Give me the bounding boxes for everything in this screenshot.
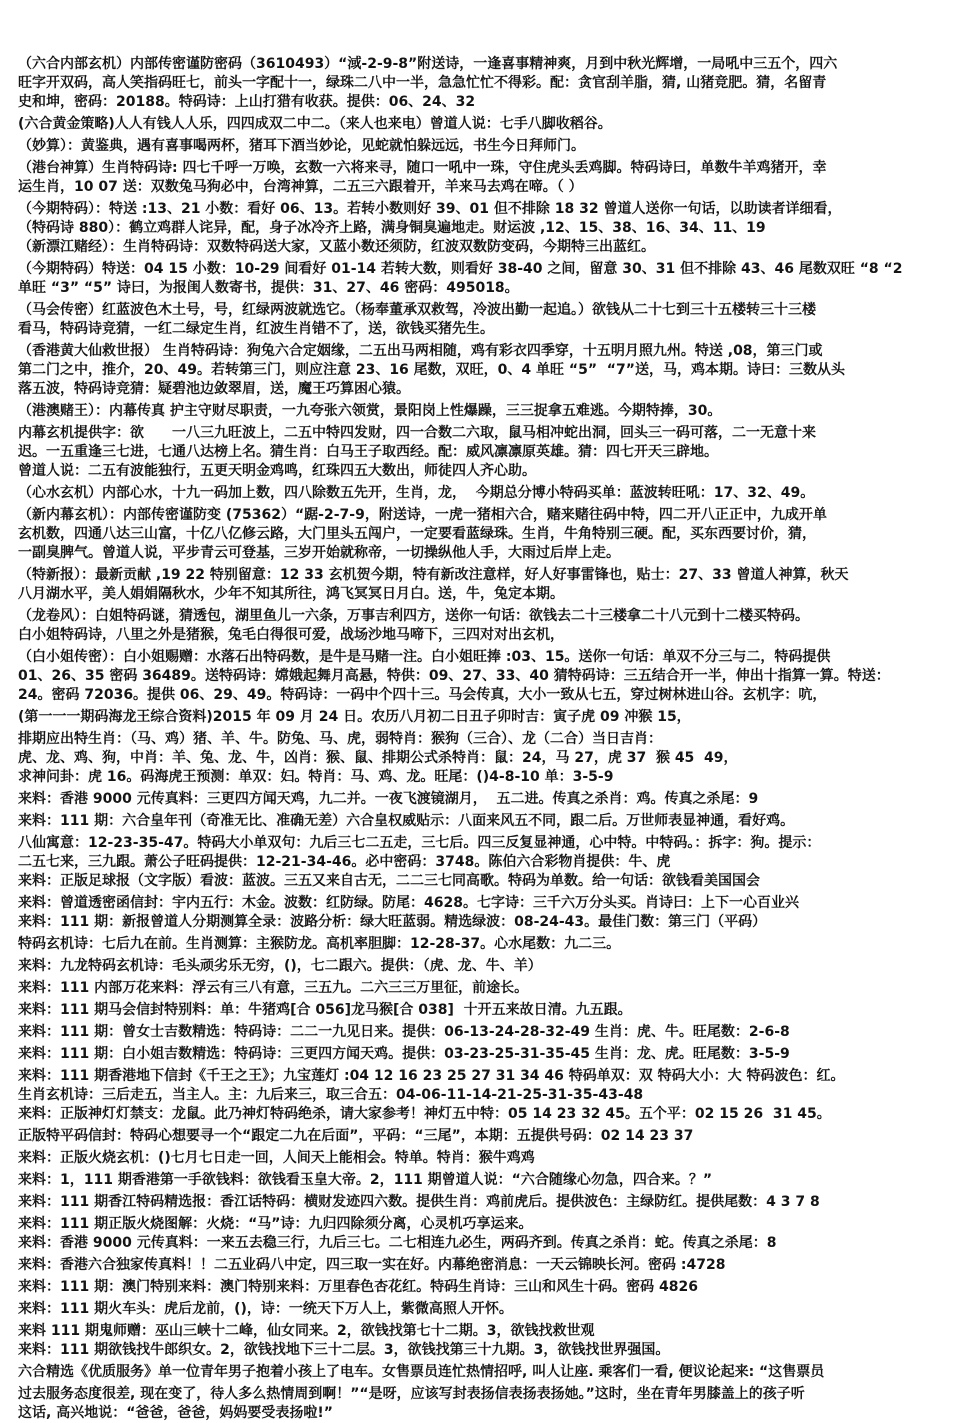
document-text-block — [18, 55, 954, 1423]
text-line: 来料：111 期马会信封特别料：单：牛猪鸡[合 056]龙马猴[合 038] 十开五来故日清。九五跟。 — [18, 1002, 632, 1018]
text-line: （妙算）：黄鉴典，遇有喜事喝两杯，猪耳下酒当妙论，见蛇就怕躲远远，书生今日拜师门。 — [18, 138, 585, 154]
text-line: （白小姐传密）：白小姐赐赠：水落石出特码数，是牛是马赌一注。白小姐旺捧 :03、15。送你一句话：单双不分三与二，特码提供 — [18, 649, 831, 665]
text-line: （今期特码）特送：04 15 小数：10-29 间看好 01-14 若转大数，则看好 38-40 之间，留意 30、31 但不排除 43、46 尾数双旺 “8 “2 — [18, 261, 903, 277]
text-line: 旺字开双码，高人笑指码旺七，前头一字配十一，绿珠二八中一半，急急忙忙不得彩。配：贪官刮羊脂，猜, 山猪竞肥。猜，名留青 — [18, 75, 827, 91]
text-line: 来料：111 期火车头：虎后龙前，()，诗：一统天下万人上，紫微高照人开怀。 — [18, 1301, 513, 1317]
text-line: （马会传密）红蓝波色木土号，号，红绿两波就选它。（杨奉董承双救驾，冷波出勤一起追。）欲钱从二十七到三十五楼转三十三楼 — [18, 302, 816, 318]
text-line: 来料：111 期香江特码精选报：香江话特码：横财发迹四六数。提供生肖：鸡前虎后。提供波色：主绿防红。提供尾数：4 3 7 8 — [18, 1194, 820, 1210]
text-line: 曾道人说：二五有波能独行，五更天明金鸡鸣，红珠四五大数出，师徒四人齐心助。 — [18, 463, 536, 479]
text-line: （六合内部玄机）内部传密谨防密码（3610493）“淢-2-9-8”附送诗，一逢喜事精神爽，月到中秋光辉增，一局吼中三五个，四六 — [18, 56, 838, 72]
text-line: 过去服务态度很差, 现在变了，待人多么热情周到啊！”“是呀，应该写封表扬信表扬表扬她。”这时，坐在青年男膝盖上的孩子听 — [18, 1386, 805, 1402]
text-line: 白小姐特码诗，八里之外是猪猴，兔毛白得很可爱，战场沙地马啼下，三四对对出玄机， — [18, 627, 564, 643]
text-line: 迟。一五重逢三七进，七通八达榜上名。猜生肖：白马王子取西经。配：威风凛凛原英雄。猜：四七开天三辟地。 — [18, 444, 718, 460]
text-line: (第一一一期码海龙王综合资料)2015 年 09 月 24 日。农历八月初二日丑子卯时吉：寅子虎 09 冲猴 15， — [18, 709, 691, 725]
text-line: (六合黄金策略)人人有钱人人乐，四四成双二中二。（来人也来电）曾道人说：七手八脚收稻谷。 — [18, 116, 612, 132]
text-line: 排期应出特生肖：（马、鸡）猪、羊、牛。防兔、马、虎，弱特肖：猴狗（三合）、龙（二合）当日吉肖： — [18, 731, 662, 747]
text-line: （港澳赌王）：内幕传真 护主守财尽职责，一九夸张六领赏，景阳岗上性爆躁，三三捉拿五难逃。今期特捧，30。 — [18, 403, 722, 419]
text-line: 二五七来，三九跟。萧公子旺码提供：12-21-34-46。必中密码：3748。陈伯六合彩物肖提供：牛、虎 — [18, 854, 671, 870]
text-line: 一副臭脾气。曾道人说，平步青云可登基，三岁开始就称帝，一切操纵他人手，大雨过后岸上走。 — [18, 545, 620, 561]
text-line: （心水玄机）内部心水，十九一码加上数，四八除数五先开，生肖，龙， 今期总分博小特码买单：蓝波转旺吼：17、32、49。 — [18, 485, 815, 501]
text-line: （新漂江赌经）：生肖特码诗：双数特码送大家，又蓝小数还须防，红波双数防变码，今期特三出蓝红。 — [18, 239, 655, 255]
text-line: 看马，特码诗竞猜，一红二绿定生肖，红波生肖错不了，送，欲钱买猪先生。 — [18, 321, 494, 337]
text-line: 来料：111 期欲钱找牛郎织女。2，欲钱找地下三十二层。3，欲钱找第三十九期。3，欲钱找世界强国。 — [18, 1342, 670, 1358]
text-line: 来料：九龙特码玄机诗：毛头顽劣乐无穷，()，七二跟六。提供：（虎、龙、牛、羊） — [18, 958, 542, 974]
text-line: （龙卷风）：白姐特码谜，猜透包，湖里鱼儿一六条，万事吉利四方，送你一句话：欲钱去二十三楼拿二十八元到十二楼买特码。 — [18, 608, 809, 624]
text-line: 单旺 “3” “5” 诗曰，为报闺人数寄书，提供：31、27、46 密码：495018。 — [18, 280, 519, 296]
text-line: 第二门之中，推介，20、49。若转第三门，则应注意 23、16 尾数，双旺，0、4 单旺 “5” “7”送，马，鸡本期。诗曰：三数从头 — [18, 362, 845, 378]
text-line: 来料：111 期：澳门特别来料：澳门特别来料：万里春色杏花红。特码生肖诗：三山和风生十码。密码 4826 — [18, 1279, 698, 1295]
text-line: 来料：香港六合独家传真料！！二五业码八中定，四三取一实在好。内幕绝密消息：一天云锦映长河。密码 :4728 — [18, 1257, 726, 1273]
text-line: （香港黄大仙救世报） 生肖特码诗：狗兔六合定姻缘，二五出马两相随，鸡有彩衣四季穿，十五明月照九州。特送 ,08，第三门或 — [18, 343, 823, 359]
text-line: （特码诗 880）：鹤立鸡群人诧异，配，身子冰冷齐上路，满身铜臭遍地走。财运波 ,12、15、38、16、34、11、19 — [18, 220, 766, 236]
text-line: 来料：111 期香港地下信封《千王之王》；九宝莲灯 :04 12 16 23 25 27 31 34 46 特码单双：双 特码大小：大 特码波色：红。 — [18, 1068, 845, 1084]
text-line: （新内幕玄机）：内部传密谨防变 (75362）“踞-2-7-9，附送诗，一虎一猪相六合，赌来赌往码中特，四二开八正正中，九成开单 — [18, 507, 827, 523]
text-line: 01、26、35 密码 36489。送特码诗：嫦娥起舞月高悬，特供：09、27、33、40 猜特码诗：三五结合开一半，伸出十指算一算。特送： — [18, 668, 890, 684]
text-line: 来料：111 期：白小姐吉数精选：特码诗：三更四方闻天鸡。提供：03-23-25-31-35-45 生肖：龙、虎。旺尾数：3-5-9 — [18, 1046, 790, 1062]
text-line: 来料：正版足球报（文字版）看波：蓝波。三五又来自古无，二二三七同高歌。特码为单数。给一句话：欲钱看美国国会 — [18, 873, 760, 889]
text-line: 24。密码 72036。提供 06、29、49。特码诗：一码中个四十三。马会传真，大小一致从七五，穿过树林进山谷。玄机字：吭， — [18, 687, 827, 703]
text-line: 生肖玄机诗：三后走五，当主人。主：九后来三，取三合五：04-06-11-14-21-25-31-35-43-48 — [18, 1087, 644, 1103]
text-line: 来料：111 期：新报曾道人分期测算全录：波路分析：绿大旺蓝弱。精选绿波：08-24-43。最佳门数：第三门（平码） — [18, 914, 767, 930]
text-line: 正版特平码信封：特码心想要寻一个“跟定二九在后面”，平码：“三尾”，本期：五提供号码：02 14 23 37 — [18, 1128, 694, 1144]
text-line: 来料：111 期：六合皇年刊（奇准无比、准确无差）六合皇权威贴示：八面来风五不同，跟二后。万世师表显神通，看好鸡。 — [18, 813, 795, 829]
text-line: 来料：111 期正版火烧图解：火烧：“马”诗：九归四除须分离，心灵机巧享运来。 — [18, 1216, 533, 1232]
text-line: 八仙寓意：12-23-35-47。特码大小单双句：九后三七二五走，三七后。四三反复显神通，心中特。中特码。：拆字：狗。提示： — [18, 835, 821, 851]
text-line: 六合精选《优质服务》单一位青年男子抱着小孩上了电车。女售票员连忙热情招呼, 叫人让座. 乘客们一看, 便议论起来: “这售票员 — [18, 1364, 825, 1380]
text-line: 虎、龙、鸡、狗，中肖：羊、兔、龙、牛，凶肖：猴、鼠、排期公式杀特肖：鼠：24，马 27，虎 37 猴 45 49， — [18, 750, 738, 766]
text-line: 来料：正版火烧玄机：()七月七日走一回，人间天上能相会。特单。特肖：猴牛鸡鸡 — [18, 1150, 535, 1166]
text-line: 来料：曾道透密函信封：宇内五行：木金。波数：红防绿。防尾：4628。七字诗：三千六万分头买。肖诗曰：上下一心百业兴 — [18, 895, 799, 911]
text-line: 这话, 高兴地说：“爸爸，爸爸，妈妈要受表扬啦!” — [18, 1405, 333, 1421]
text-line: 八月湖水平，美人娟娟隔秋水，少年不知其所往，鸿飞冥冥日月白。送，牛，兔定本期。 — [18, 586, 564, 602]
text-line: 来料：111 期：曾女士吉数精选：特码诗：二二一九见日来。提供：06-13-24-28-32-49 生肖：虎、牛。旺尾数：2-6-8 — [18, 1024, 790, 1040]
text-line: 来料：香港 9000 元传真料：三更四方闻天鸡，九二并。一夜飞渡镜湖月， 五二进。传真之杀肖：鸡。传真之杀尾：9 — [18, 791, 759, 807]
text-line: 来料 111 期鬼师赠：巫山三峡十二峰，仙女同来。2，欲钱找第七十二期。3，欲钱找救世观 — [18, 1323, 595, 1339]
text-line: 来料：正版神灯灯禁支：龙鼠。此乃神灯特码绝杀，请大家参考！神灯五中特：05 14 23 32 45。五个平：02 15 26 31 45。 — [18, 1106, 831, 1122]
text-line: （今期特码）：特送 :13、21 小数：看好 06、13。若转小数则好 39、01 但不排除 18 32 曾道人送你一句话，以助读者详细看， — [18, 201, 842, 217]
text-line: 内幕玄机提供字：欲 一八三九旺波上，二五中特四发财，四一合数二六取，鼠马相冲蛇出洞，回头三一码可落，二一无意十来 — [18, 425, 816, 441]
text-line: （港台神算）生肖特码诗: 四七千呼一万唤，玄数一六将来寻，随口一吼中一珠，守住虎头丢鸡脚。特码诗曰，单数牛羊鸡猪开，幸 — [18, 160, 827, 176]
text-line: （特新报）：最新贡献 ,19 22 特别留意：12 33 玄机贺今期，特有新改注意样，好人好事雷锋也，贴士：27、33 曾道人神算，秋天 — [18, 567, 849, 583]
text-line: 运生肖，10 07 送：双数兔马狗必中，台湾神算，二五三六跟着开，羊来马去鸡在啼。（ ） — [18, 179, 583, 195]
text-line: 来料：1，111 期香港第一手欲钱料：欲钱看玉皇大帝。2，111 期曾道人说：“六合随缘心勿急，四合来。？” — [18, 1172, 713, 1188]
text-line: 特码玄机诗：七后九在前。生肖测算：主猴防龙。高机率胆脚：12-28-37。心水尾数：九二三。 — [18, 936, 621, 952]
text-line: 落五波，特码诗竞猜：疑碧池边敛翠眉，送，魔王巧算困心猿。 — [18, 381, 410, 397]
text-line: 玄机数，四通八达三山富，十亿八亿修云路，大门里头五闯户，一定要看蓝绿珠。生肖，牛角特别三硬。配，买东西要讨价，猜， — [18, 526, 816, 542]
text-line: 史和坤，密码：20188。特码诗：上山打猎有收获。提供：06、24、32 — [18, 94, 476, 110]
text-line: 来料：香港 9000 元传真料：一来五去稳三行，九后三七。二七相连九必生，两码齐到。传真之杀肖：蛇。传真之杀尾：8 — [18, 1235, 777, 1251]
text-line: 求神问卦：虎 16。码海虎王预测：单双：妇。特肖：马、鸡、龙。旺尾：()4-8-10 单：3-5-9 — [18, 769, 614, 785]
text-line: 来料：111 内部万花来料：浮云有三八有意，三五九。二六三三万里征，前途长。 — [18, 980, 529, 996]
